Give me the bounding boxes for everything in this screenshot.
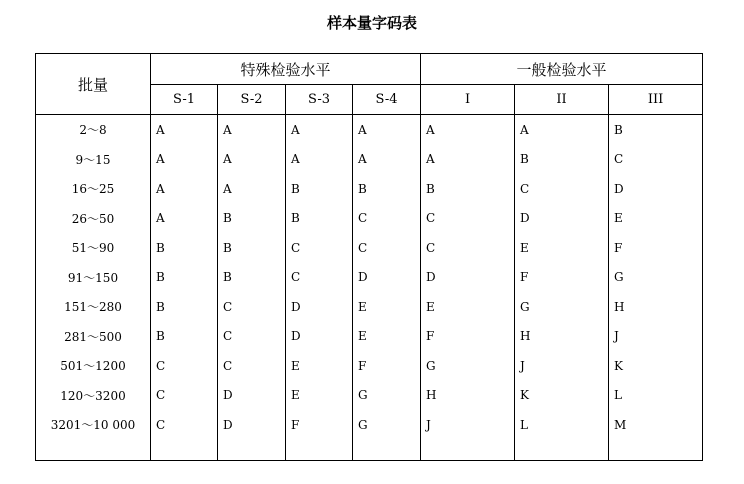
code-letter-cell: F <box>353 351 421 381</box>
table-row <box>36 115 703 145</box>
code-letter-cell: E <box>609 204 703 234</box>
code-letter-cell: C <box>151 351 218 381</box>
code-letter-cell: D <box>515 204 609 234</box>
batch-size-cell: 120～3200 <box>36 381 151 411</box>
code-letter-cell: D <box>286 292 353 322</box>
code-letter-cell: A <box>353 145 421 175</box>
table-row <box>36 322 703 352</box>
code-letter-cell: C <box>218 351 286 381</box>
code-letter-cell: A <box>218 145 286 175</box>
code-letter-cell: A <box>421 145 515 175</box>
sample-size-code-table <box>35 53 703 461</box>
batch-size-cell: 51～90 <box>36 233 151 263</box>
code-letter-cell: B <box>286 174 353 204</box>
code-letter-cell: D <box>353 263 421 293</box>
code-letter-cell: B <box>609 115 703 145</box>
code-letter-cell: E <box>515 233 609 263</box>
code-letter-cell: C <box>151 410 218 440</box>
code-letter-cell: F <box>515 263 609 293</box>
code-letter-cell: L <box>609 381 703 411</box>
empty-cell <box>151 440 218 461</box>
code-letter-cell: E <box>353 292 421 322</box>
code-letter-cell: E <box>286 351 353 381</box>
empty-cell <box>353 440 421 461</box>
code-letter-cell: A <box>218 115 286 145</box>
batch-size-cell: 26～50 <box>36 204 151 234</box>
code-letter-cell: A <box>353 115 421 145</box>
code-letter-cell: B <box>218 263 286 293</box>
batch-size-cell: 2～8 <box>36 115 151 145</box>
code-letter-cell: B <box>218 204 286 234</box>
code-letter-cell: B <box>151 292 218 322</box>
code-letter-cell: B <box>353 174 421 204</box>
table-row <box>36 381 703 411</box>
empty-cell <box>36 440 151 461</box>
batch-size-cell: 16～25 <box>36 174 151 204</box>
code-letter-cell: C <box>286 263 353 293</box>
table-filler-row <box>36 440 703 461</box>
code-letter-cell: G <box>515 292 609 322</box>
code-letter-cell: H <box>609 292 703 322</box>
table-row <box>36 145 703 175</box>
table-row <box>36 233 703 263</box>
code-letter-cell: H <box>421 381 515 411</box>
code-letter-cell: A <box>515 115 609 145</box>
code-letter-cell: B <box>286 204 353 234</box>
code-letter-cell: B <box>151 322 218 352</box>
code-letter-cell: A <box>286 115 353 145</box>
table-body <box>36 115 703 461</box>
code-letter-cell: F <box>286 410 353 440</box>
table-row <box>36 410 703 440</box>
level-header-s1: S-1 <box>151 85 218 115</box>
code-letter-cell: B <box>151 233 218 263</box>
code-letter-cell: D <box>218 381 286 411</box>
level-header-i: I <box>421 85 515 115</box>
code-letter-cell: C <box>218 322 286 352</box>
batch-size-cell: 501～1200 <box>36 351 151 381</box>
code-letter-cell: K <box>609 351 703 381</box>
code-letter-cell: J <box>609 322 703 352</box>
code-letter-cell: E <box>421 292 515 322</box>
batch-size-cell: 151～280 <box>36 292 151 322</box>
code-letter-cell: J <box>421 410 515 440</box>
level-header-s4: S-4 <box>353 85 421 115</box>
code-letter-cell: A <box>151 204 218 234</box>
code-letter-cell: G <box>353 410 421 440</box>
code-letter-cell: A <box>286 145 353 175</box>
code-letter-cell: F <box>421 322 515 352</box>
batch-size-cell: 3201～10 000 <box>36 410 151 440</box>
level-header-s2: S-2 <box>218 85 286 115</box>
code-letter-cell: C <box>353 204 421 234</box>
code-letter-cell: C <box>218 292 286 322</box>
empty-cell <box>218 440 286 461</box>
code-letter-cell: B <box>218 233 286 263</box>
code-letter-cell: B <box>151 263 218 293</box>
empty-cell <box>286 440 353 461</box>
empty-cell <box>421 440 515 461</box>
general-inspection-level-header: 一般检验水平 <box>421 54 703 85</box>
code-letter-cell: D <box>421 263 515 293</box>
code-letter-cell: G <box>421 351 515 381</box>
table-title: 样本量字码表 <box>326 14 417 32</box>
table-row <box>36 351 703 381</box>
empty-cell <box>515 440 609 461</box>
code-letter-cell: L <box>515 410 609 440</box>
batch-size-cell: 281～500 <box>36 322 151 352</box>
code-letter-cell: C <box>609 145 703 175</box>
table-row <box>36 174 703 204</box>
code-letter-cell: C <box>421 233 515 263</box>
code-letter-cell: E <box>353 322 421 352</box>
code-letter-cell: A <box>421 115 515 145</box>
code-letter-cell: D <box>218 410 286 440</box>
level-header-iii: III <box>609 85 703 115</box>
code-letter-cell: B <box>421 174 515 204</box>
code-letter-cell: G <box>609 263 703 293</box>
batch-size-cell: 91～150 <box>36 263 151 293</box>
code-letter-cell: A <box>151 145 218 175</box>
level-header-s3: S-3 <box>286 85 353 115</box>
table-row <box>36 263 703 293</box>
special-inspection-level-header: 特殊检验水平 <box>151 54 421 85</box>
code-letter-cell: K <box>515 381 609 411</box>
code-letter-cell: C <box>515 174 609 204</box>
code-letter-cell: J <box>515 351 609 381</box>
table-row <box>36 204 703 234</box>
code-letter-cell: C <box>353 233 421 263</box>
empty-cell <box>609 440 703 461</box>
code-letter-cell: H <box>515 322 609 352</box>
code-letter-cell: D <box>609 174 703 204</box>
code-letter-cell: B <box>515 145 609 175</box>
batch-size-cell: 9～15 <box>36 145 151 175</box>
code-letter-cell: F <box>609 233 703 263</box>
code-letter-cell: A <box>218 174 286 204</box>
code-letter-cell: A <box>151 174 218 204</box>
level-header-ii: II <box>515 85 609 115</box>
code-letter-cell: C <box>421 204 515 234</box>
table-row <box>36 292 703 322</box>
code-letter-cell: M <box>609 410 703 440</box>
code-letter-cell: C <box>286 233 353 263</box>
code-letter-cell: D <box>286 322 353 352</box>
code-letter-cell: A <box>151 115 218 145</box>
batch-header: 批量 <box>36 54 151 115</box>
code-letter-cell: G <box>353 381 421 411</box>
code-letter-cell: E <box>286 381 353 411</box>
code-letter-cell: C <box>151 381 218 411</box>
